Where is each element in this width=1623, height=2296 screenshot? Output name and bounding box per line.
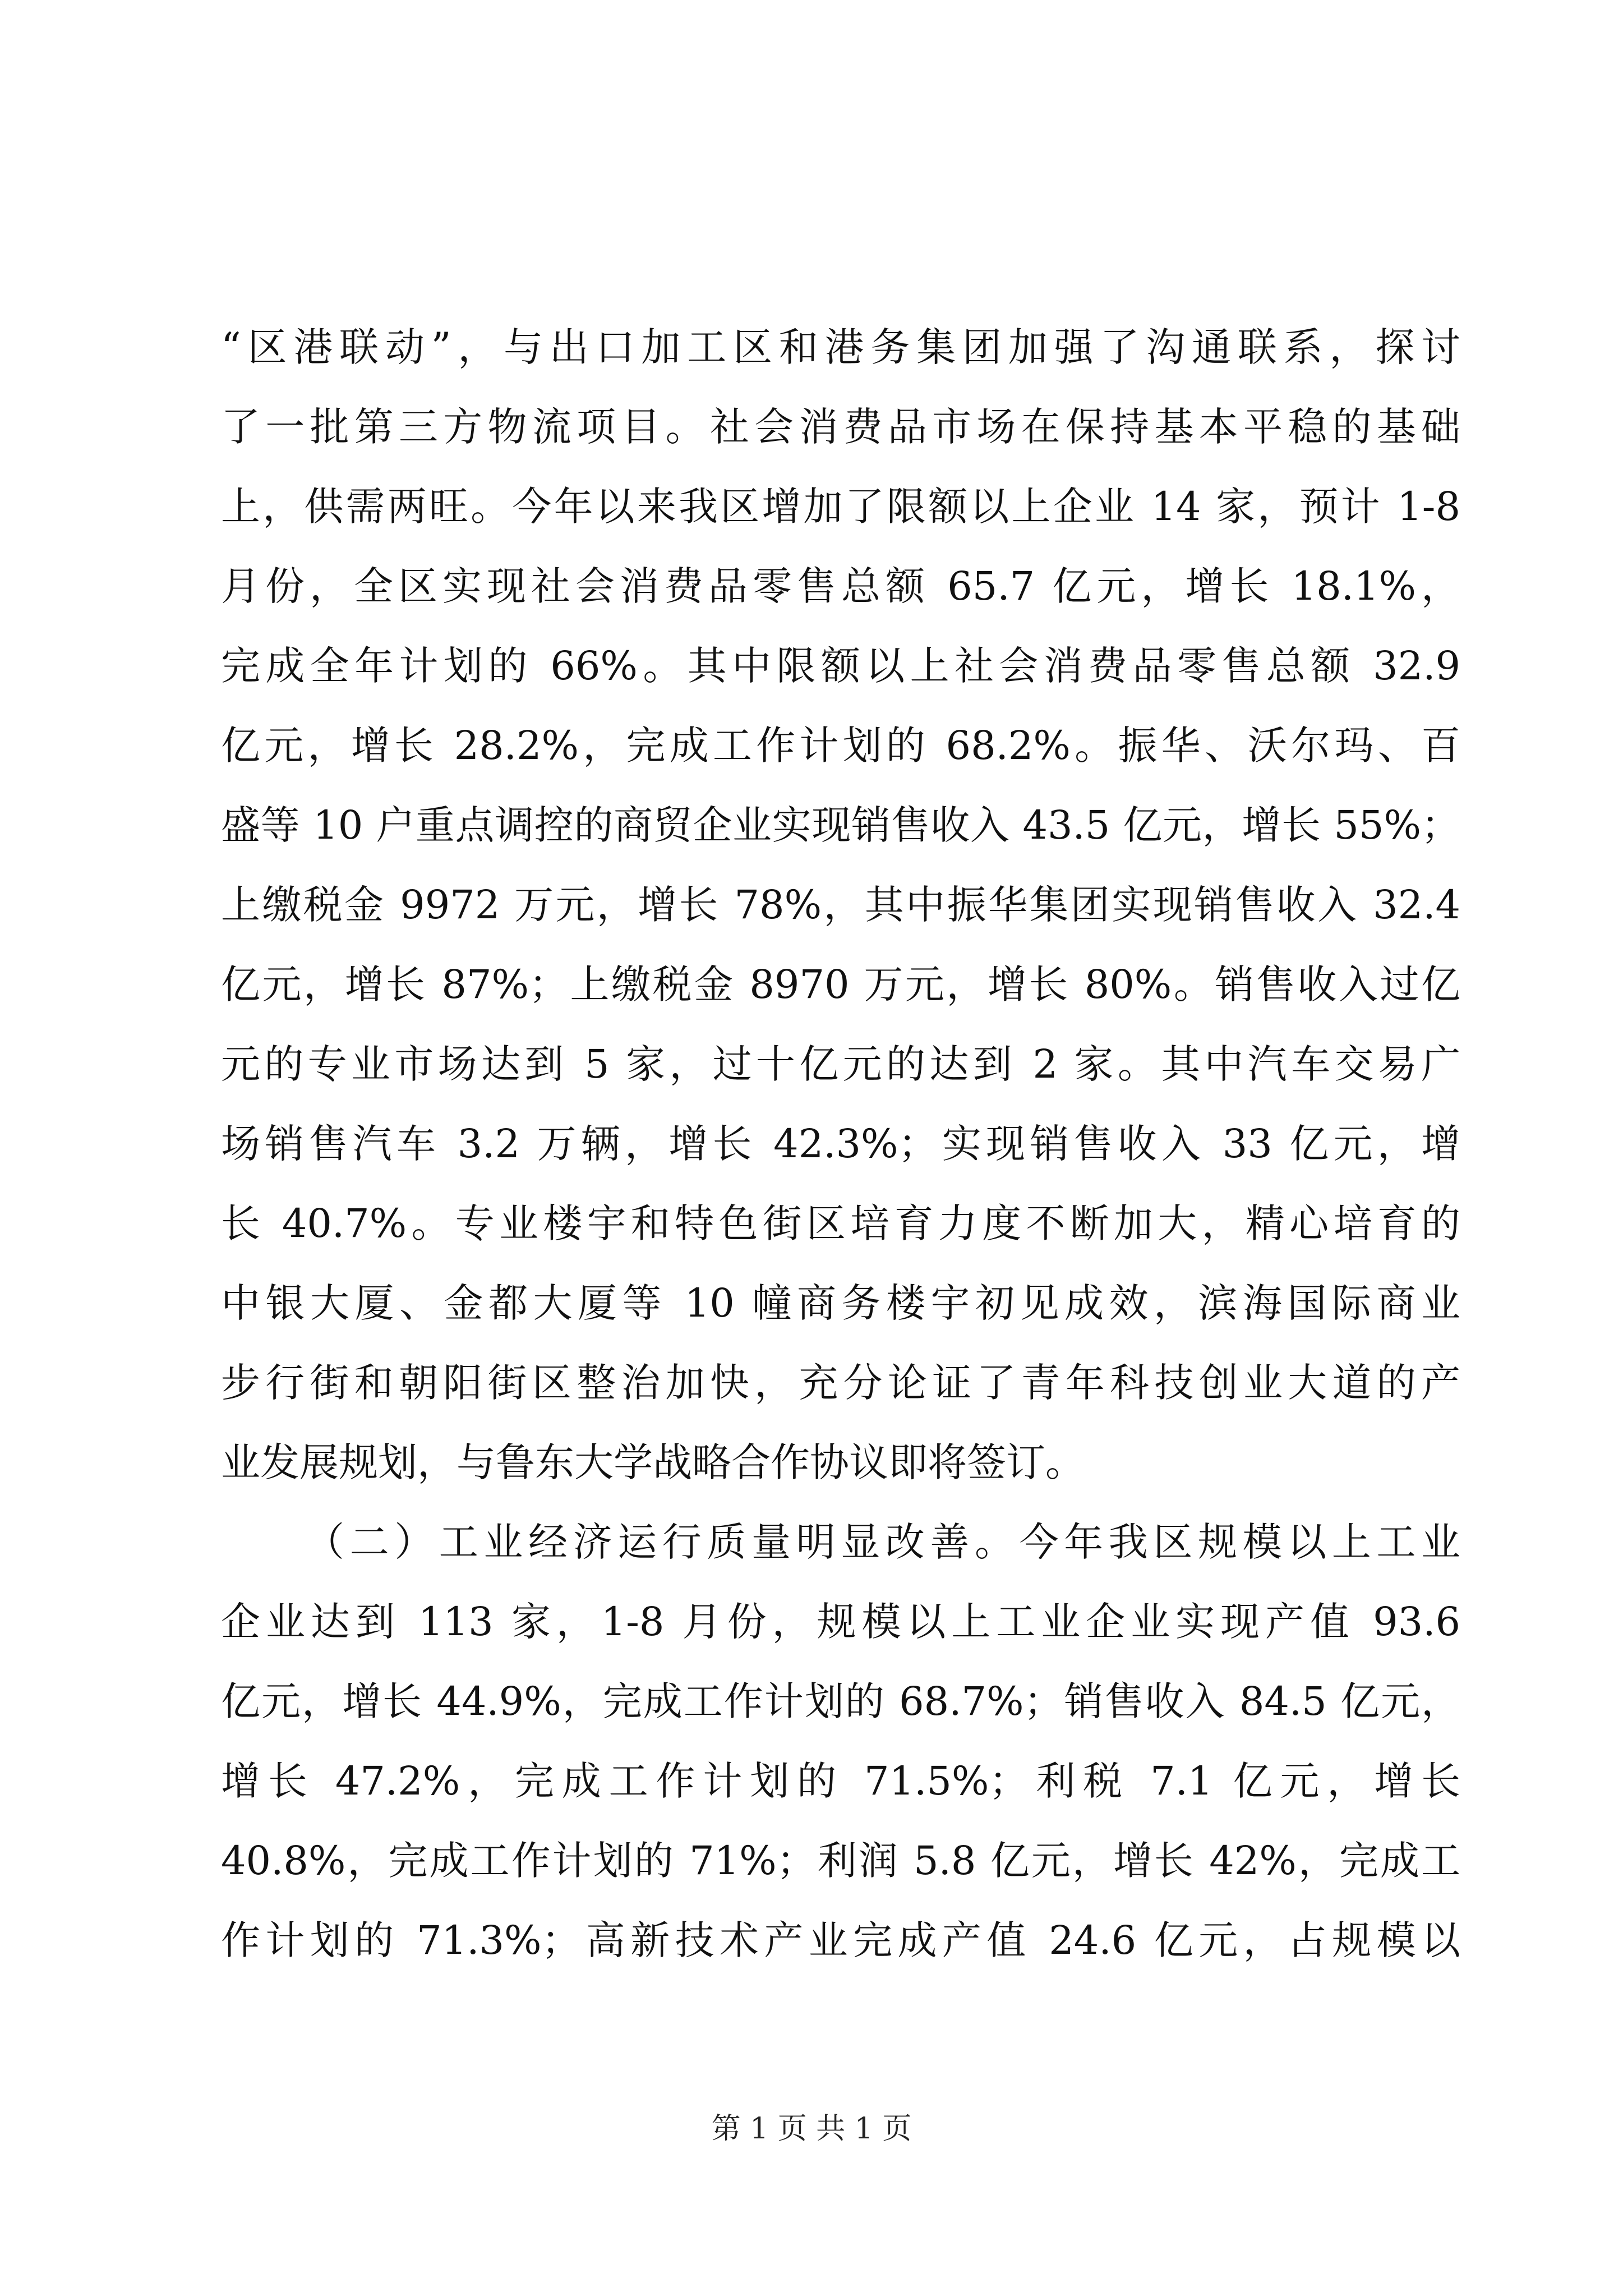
page-number: 第 1 页 共 1 页 bbox=[711, 2112, 912, 2146]
text-line: 增长 47.2%，完成工作计划的 71.5%；利税 7.1 亿元，增长 bbox=[221, 1758, 1460, 1804]
text-line: 盛等 10 户重点调控的商贸企业实现销售收入 43.5 亿元，增长 55%； bbox=[221, 802, 1460, 848]
text-line: 亿元，增长 44.9%，完成工作计划的 68.7%；销售收入 84.5 亿元， bbox=[221, 1678, 1460, 1724]
section-heading-line: （二）工业经济运行质量明显改善。今年我区规模以上工业 bbox=[305, 1519, 1460, 1565]
text-line: 场销售汽车 3.2 万辆，增长 42.3%；实现销售收入 33 亿元，增 bbox=[221, 1121, 1460, 1167]
text-line: 长 40.7%。专业楼宇和特色街区培育力度不断加大，精心培育的 bbox=[221, 1200, 1460, 1246]
text-line: 40.8%，完成工作计划的 71%；利润 5.8 亿元，增长 42%，完成工 bbox=[221, 1838, 1460, 1884]
text-line: 月份，全区实现社会消费品零售总额 65.7 亿元，增长 18.1%， bbox=[221, 563, 1460, 609]
text-line: 亿元，增长 87%；上缴税金 8970 万元，增长 80%。销售收入过亿 bbox=[221, 961, 1460, 1007]
text-line: 上缴税金 9972 万元，增长 78%，其中振华集团实现销售收入 32.4 bbox=[221, 882, 1460, 928]
text-line: 元的专业市场达到 5 家，过十亿元的达到 2 家。其中汽车交易广 bbox=[221, 1041, 1460, 1087]
text-line: 企业达到 113 家，1-8 月份，规模以上工业企业实现产值 93.6 bbox=[221, 1599, 1460, 1645]
text-line: 上，供需两旺。今年以来我区增加了限额以上企业 14 家，预计 1-8 bbox=[221, 484, 1460, 530]
text-line: 作计划的 71.3%；高新技术产业完成产值 24.6 亿元，占规模以 bbox=[221, 1917, 1460, 1963]
text-line: “区港联动”，与出口加工区和港务集团加强了沟通联系，探讨 bbox=[221, 324, 1460, 370]
text-line: 了一批第三方物流项目。社会消费品市场在保持基本平稳的基础 bbox=[221, 404, 1460, 450]
text-line: 步行街和朝阳街区整治加快，充分论证了青年科技创业大道的产 bbox=[221, 1360, 1460, 1406]
text-line: 亿元，增长 28.2%，完成工作计划的 68.2%。振华、沃尔玛、百 bbox=[221, 723, 1460, 769]
body-text bbox=[221, 307, 1460, 1980]
text-line: 完成全年计划的 66%。其中限额以上社会消费品零售总额 32.9 bbox=[221, 643, 1460, 689]
text-line: 业发展规划，与鲁东大学战略合作协议即将签订。 bbox=[221, 1439, 1085, 1485]
text-line: 中银大厦、金都大厦等 10 幢商务楼宇初见成效，滨海国际商业 bbox=[221, 1280, 1460, 1326]
